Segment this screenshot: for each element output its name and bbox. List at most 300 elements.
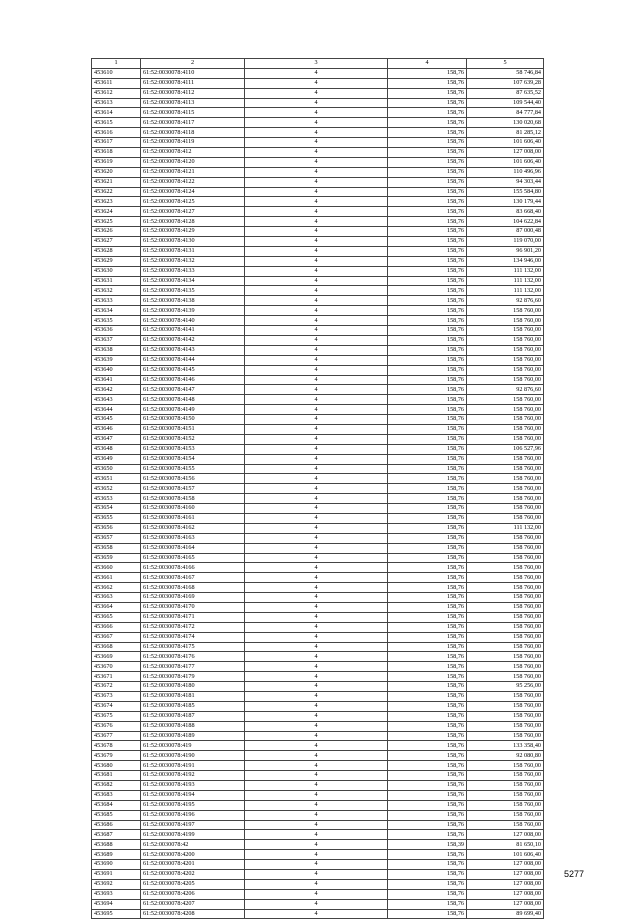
row-number-cell: 453620	[92, 167, 141, 177]
row-number-cell: 453646	[92, 424, 141, 434]
value-cell: 127 008,00	[467, 830, 544, 840]
row-number-cell: 453638	[92, 345, 141, 355]
row-number-cell: 453653	[92, 494, 141, 504]
row-number-cell: 453687	[92, 830, 141, 840]
cadastral-number-cell: 61:52:0030078:4190	[141, 751, 245, 761]
table-row	[92, 602, 544, 612]
area-cell: 158,76	[388, 424, 467, 434]
area-cell: 158,76	[388, 573, 467, 583]
row-number-cell: 453621	[92, 177, 141, 187]
cadastral-number-cell: 61:52:0030078:4195	[141, 800, 245, 810]
cadastral-number-cell: 61:52:0030078:4143	[141, 345, 245, 355]
area-cell: 158,76	[388, 533, 467, 543]
table-row	[92, 899, 544, 909]
count-cell: 4	[245, 306, 388, 316]
value-cell: 158 760,00	[467, 474, 544, 484]
count-cell: 4	[245, 771, 388, 781]
table-row	[92, 484, 544, 494]
count-cell: 4	[245, 355, 388, 365]
row-number-cell: 453636	[92, 326, 141, 336]
count-cell: 4	[245, 602, 388, 612]
cadastral-number-cell: 61:52:0030078:4150	[141, 415, 245, 425]
table-row	[92, 810, 544, 820]
table-row	[92, 533, 544, 543]
table-row	[92, 88, 544, 98]
area-cell: 158,76	[388, 246, 467, 256]
value-cell: 158 760,00	[467, 365, 544, 375]
column-header-4: 4	[388, 59, 467, 69]
value-cell: 158 760,00	[467, 800, 544, 810]
row-number-cell: 453686	[92, 820, 141, 830]
table-row	[92, 316, 544, 326]
table-row	[92, 771, 544, 781]
count-cell: 4	[245, 573, 388, 583]
table-row	[92, 434, 544, 444]
cadastral-number-cell: 61:52:0030078:4158	[141, 494, 245, 504]
table-row	[92, 98, 544, 108]
row-number-cell: 453633	[92, 296, 141, 306]
value-cell: 101 606,40	[467, 157, 544, 167]
count-cell: 4	[245, 761, 388, 771]
count-cell: 4	[245, 741, 388, 751]
cadastral-number-cell: 61:52:0030078:4175	[141, 642, 245, 652]
count-cell: 4	[245, 237, 388, 247]
value-cell: 158 760,00	[467, 563, 544, 573]
table-row	[92, 840, 544, 850]
count-cell: 4	[245, 286, 388, 296]
count-cell: 4	[245, 78, 388, 88]
table-row	[92, 345, 544, 355]
area-cell: 158,76	[388, 513, 467, 523]
table-row	[92, 870, 544, 880]
count-cell: 4	[245, 701, 388, 711]
table-row	[92, 365, 544, 375]
table-row	[92, 444, 544, 454]
count-cell: 4	[245, 148, 388, 158]
area-cell: 158,76	[388, 128, 467, 138]
row-number-cell: 453675	[92, 711, 141, 721]
value-cell: 158 760,00	[467, 464, 544, 474]
value-cell: 158 760,00	[467, 405, 544, 415]
row-number-cell: 453668	[92, 642, 141, 652]
table-row	[92, 454, 544, 464]
header-row	[92, 59, 544, 69]
row-number-cell: 453691	[92, 870, 141, 880]
row-number-cell: 453663	[92, 593, 141, 603]
area-cell: 158,76	[388, 138, 467, 148]
table-row	[92, 464, 544, 474]
value-cell: 158 760,00	[467, 711, 544, 721]
value-cell: 106 527,96	[467, 444, 544, 454]
row-number-cell: 453671	[92, 672, 141, 682]
cadastral-number-cell: 61:52:0030078:4193	[141, 781, 245, 791]
count-cell: 4	[245, 138, 388, 148]
count-cell: 4	[245, 583, 388, 593]
cadastral-number-cell: 61:52:0030078:4172	[141, 622, 245, 632]
value-cell: 81 650,10	[467, 840, 544, 850]
cadastral-number-cell: 61:52:0030078:4160	[141, 504, 245, 514]
count-cell: 4	[245, 504, 388, 514]
area-cell: 158,76	[388, 256, 467, 266]
row-number-cell: 453614	[92, 108, 141, 118]
value-cell: 101 606,40	[467, 138, 544, 148]
value-cell: 104 622,84	[467, 217, 544, 227]
area-cell: 158,76	[388, 237, 467, 247]
area-cell: 158,76	[388, 405, 467, 415]
area-cell: 158,76	[388, 879, 467, 889]
value-cell: 158 760,00	[467, 652, 544, 662]
cadastral-number-cell: 61:52:0030078:419	[141, 741, 245, 751]
cadastral-number-cell: 61:52:0030078:4133	[141, 266, 245, 276]
value-cell: 158 760,00	[467, 345, 544, 355]
area-cell: 158,76	[388, 870, 467, 880]
table-row	[92, 148, 544, 158]
count-cell: 4	[245, 484, 388, 494]
row-number-cell: 453635	[92, 316, 141, 326]
cadastral-number-cell: 61:52:0030078:4110	[141, 68, 245, 78]
cadastral-number-cell: 61:52:0030078:4179	[141, 672, 245, 682]
area-cell: 158,76	[388, 672, 467, 682]
table-row	[92, 207, 544, 217]
table-row	[92, 504, 544, 514]
count-cell: 4	[245, 256, 388, 266]
table-row	[92, 217, 544, 227]
table-row	[92, 543, 544, 553]
cadastral-number-cell: 61:52:0030078:4139	[141, 306, 245, 316]
row-number-cell: 453644	[92, 405, 141, 415]
count-cell: 4	[245, 593, 388, 603]
count-cell: 4	[245, 652, 388, 662]
row-number-cell: 453627	[92, 237, 141, 247]
area-cell: 158,76	[388, 395, 467, 405]
cadastral-number-cell: 61:52:0030078:4192	[141, 771, 245, 781]
row-number-cell: 453613	[92, 98, 141, 108]
value-cell: 158 760,00	[467, 553, 544, 563]
cadastral-number-cell: 61:52:0030078:4128	[141, 217, 245, 227]
row-number-cell: 453670	[92, 662, 141, 672]
table-row	[92, 761, 544, 771]
table-row	[92, 781, 544, 791]
table-row	[92, 138, 544, 148]
area-cell: 158,76	[388, 662, 467, 672]
row-number-cell: 453660	[92, 563, 141, 573]
cadastral-number-cell: 61:52:0030078:4161	[141, 513, 245, 523]
value-cell: 130 020,68	[467, 118, 544, 128]
value-cell: 127 008,00	[467, 879, 544, 889]
value-cell: 111 132,00	[467, 523, 544, 533]
table-row	[92, 326, 544, 336]
area-cell: 158,76	[388, 286, 467, 296]
value-cell: 127 008,00	[467, 860, 544, 870]
count-cell: 4	[245, 177, 388, 187]
cadastral-number-cell: 61:52:0030078:4142	[141, 335, 245, 345]
table-row	[92, 296, 544, 306]
count-cell: 4	[245, 365, 388, 375]
cadastral-number-cell: 61:52:0030078:412	[141, 148, 245, 158]
table-row	[92, 197, 544, 207]
area-cell: 158,76	[388, 345, 467, 355]
table-row	[92, 682, 544, 692]
count-cell: 4	[245, 672, 388, 682]
value-cell: 158 760,00	[467, 335, 544, 345]
value-cell: 158 760,00	[467, 326, 544, 336]
row-number-cell: 453669	[92, 652, 141, 662]
row-number-cell: 453673	[92, 692, 141, 702]
cadastral-number-cell: 61:52:0030078:4176	[141, 652, 245, 662]
count-cell: 4	[245, 217, 388, 227]
row-number-cell: 453649	[92, 454, 141, 464]
value-cell: 94 303,44	[467, 177, 544, 187]
count-cell: 4	[245, 751, 388, 761]
area-cell: 158,76	[388, 454, 467, 464]
cadastral-number-cell: 61:52:0030078:42	[141, 840, 245, 850]
value-cell: 158 760,00	[467, 761, 544, 771]
table-row	[92, 652, 544, 662]
column-header-1: 1	[92, 59, 141, 69]
count-cell: 4	[245, 207, 388, 217]
cadastral-number-cell: 61:52:0030078:4117	[141, 118, 245, 128]
area-cell: 158,76	[388, 375, 467, 385]
cadastral-number-cell: 61:52:0030078:4122	[141, 177, 245, 187]
row-number-cell: 453611	[92, 78, 141, 88]
table-row	[92, 474, 544, 484]
value-cell: 101 606,40	[467, 850, 544, 860]
row-number-cell: 453626	[92, 227, 141, 237]
value-cell: 158 760,00	[467, 543, 544, 553]
cadastral-number-cell: 61:52:0030078:4134	[141, 276, 245, 286]
value-cell: 107 639,28	[467, 78, 544, 88]
count-cell: 4	[245, 523, 388, 533]
table-row	[92, 415, 544, 425]
area-cell: 158,76	[388, 434, 467, 444]
table-row	[92, 790, 544, 800]
row-number-cell: 453632	[92, 286, 141, 296]
value-cell: 81 285,12	[467, 128, 544, 138]
row-number-cell: 453658	[92, 543, 141, 553]
row-number-cell: 453610	[92, 68, 141, 78]
cadastral-number-cell: 61:52:0030078:4185	[141, 701, 245, 711]
value-cell: 158 760,00	[467, 820, 544, 830]
row-number-cell: 453628	[92, 246, 141, 256]
cadastral-number-cell: 61:52:0030078:4157	[141, 484, 245, 494]
value-cell: 158 760,00	[467, 790, 544, 800]
area-cell: 158,39	[388, 840, 467, 850]
count-cell: 4	[245, 840, 388, 850]
area-cell: 158,76	[388, 494, 467, 504]
count-cell: 4	[245, 296, 388, 306]
cadastral-number-cell: 61:52:0030078:4121	[141, 167, 245, 177]
count-cell: 4	[245, 642, 388, 652]
area-cell: 158,76	[388, 583, 467, 593]
value-cell: 158 760,00	[467, 593, 544, 603]
table-row	[92, 632, 544, 642]
table-header	[92, 59, 544, 69]
area-cell: 158,76	[388, 326, 467, 336]
value-cell: 127 008,00	[467, 899, 544, 909]
table-row	[92, 909, 544, 919]
table-row	[92, 276, 544, 286]
value-cell: 84 777,84	[467, 108, 544, 118]
table-row	[92, 593, 544, 603]
row-number-cell: 453656	[92, 523, 141, 533]
cadastral-number-cell: 61:52:0030078:4165	[141, 553, 245, 563]
area-cell: 158,76	[388, 523, 467, 533]
row-number-cell: 453680	[92, 761, 141, 771]
cadastral-number-cell: 61:52:0030078:4151	[141, 424, 245, 434]
value-cell: 158 760,00	[467, 721, 544, 731]
cadastral-number-cell: 61:52:0030078:4162	[141, 523, 245, 533]
table-row	[92, 494, 544, 504]
value-cell: 158 760,00	[467, 731, 544, 741]
cadastral-number-cell: 61:52:0030078:4135	[141, 286, 245, 296]
cadastral-number-cell: 61:52:0030078:4196	[141, 810, 245, 820]
count-cell: 4	[245, 464, 388, 474]
area-cell: 158,76	[388, 800, 467, 810]
count-cell: 4	[245, 553, 388, 563]
table-row	[92, 711, 544, 721]
value-cell: 95 256,00	[467, 682, 544, 692]
value-cell: 158 760,00	[467, 642, 544, 652]
table-row	[92, 879, 544, 889]
value-cell: 155 584,80	[467, 187, 544, 197]
cadastral-number-cell: 61:52:0030078:4163	[141, 533, 245, 543]
row-number-cell: 453619	[92, 157, 141, 167]
value-cell: 158 760,00	[467, 454, 544, 464]
table-row	[92, 256, 544, 266]
cadastral-number-cell: 61:52:0030078:4112	[141, 88, 245, 98]
area-cell: 158,76	[388, 593, 467, 603]
row-number-cell: 453654	[92, 504, 141, 514]
area-cell: 158,76	[388, 68, 467, 78]
table-row	[92, 553, 544, 563]
count-cell: 4	[245, 860, 388, 870]
row-number-cell: 453681	[92, 771, 141, 781]
value-cell: 158 760,00	[467, 672, 544, 682]
column-header-5: 5	[467, 59, 544, 69]
row-number-cell: 453655	[92, 513, 141, 523]
cadastral-number-cell: 61:52:0030078:4129	[141, 227, 245, 237]
value-cell: 158 760,00	[467, 494, 544, 504]
value-cell: 92 876,60	[467, 385, 544, 395]
value-cell: 158 760,00	[467, 781, 544, 791]
count-cell: 4	[245, 800, 388, 810]
area-cell: 158,76	[388, 444, 467, 454]
area-cell: 158,76	[388, 118, 467, 128]
table-row	[92, 721, 544, 731]
row-number-cell: 453662	[92, 583, 141, 593]
count-cell: 4	[245, 879, 388, 889]
area-cell: 158,76	[388, 276, 467, 286]
row-number-cell: 453645	[92, 415, 141, 425]
value-cell: 158 760,00	[467, 771, 544, 781]
cadastral-number-cell: 61:52:0030078:4181	[141, 692, 245, 702]
table-row	[92, 741, 544, 751]
value-cell: 83 668,40	[467, 207, 544, 217]
value-cell: 109 544,40	[467, 98, 544, 108]
table-row	[92, 751, 544, 761]
area-cell: 158,76	[388, 781, 467, 791]
cadastral-number-cell: 61:52:0030078:4115	[141, 108, 245, 118]
table-row	[92, 335, 544, 345]
cadastral-number-cell: 61:52:0030078:4171	[141, 612, 245, 622]
area-cell: 158,76	[388, 771, 467, 781]
table-row	[92, 266, 544, 276]
cadastral-number-cell: 61:52:0030078:4118	[141, 128, 245, 138]
cadastral-number-cell: 61:52:0030078:4205	[141, 879, 245, 889]
value-cell: 127 008,00	[467, 870, 544, 880]
area-cell: 158,76	[388, 830, 467, 840]
row-number-cell: 453625	[92, 217, 141, 227]
cadastral-number-cell: 61:52:0030078:4132	[141, 256, 245, 266]
value-cell: 92 080,80	[467, 751, 544, 761]
row-number-cell: 453631	[92, 276, 141, 286]
cadastral-number-cell: 61:52:0030078:4113	[141, 98, 245, 108]
area-cell: 158,76	[388, 415, 467, 425]
count-cell: 4	[245, 870, 388, 880]
cadastral-number-cell: 61:52:0030078:4146	[141, 375, 245, 385]
cadastral-number-cell: 61:52:0030078:4145	[141, 365, 245, 375]
area-cell: 158,76	[388, 642, 467, 652]
row-number-cell: 453650	[92, 464, 141, 474]
table-row	[92, 118, 544, 128]
count-cell: 4	[245, 424, 388, 434]
value-cell: 134 946,00	[467, 256, 544, 266]
count-cell: 4	[245, 68, 388, 78]
row-number-cell: 453690	[92, 860, 141, 870]
row-number-cell: 453679	[92, 751, 141, 761]
area-cell: 158,76	[388, 157, 467, 167]
count-cell: 4	[245, 415, 388, 425]
count-cell: 4	[245, 781, 388, 791]
area-cell: 158,76	[388, 682, 467, 692]
cadastral-number-cell: 61:52:0030078:4200	[141, 850, 245, 860]
count-cell: 4	[245, 434, 388, 444]
value-cell: 111 132,00	[467, 276, 544, 286]
row-number-cell: 453664	[92, 602, 141, 612]
area-cell: 158,76	[388, 543, 467, 553]
table-row	[92, 731, 544, 741]
area-cell: 158,76	[388, 820, 467, 830]
count-cell: 4	[245, 405, 388, 415]
cadastral-number-cell: 61:52:0030078:4144	[141, 355, 245, 365]
cadastral-number-cell: 61:52:0030078:4208	[141, 909, 245, 919]
cadastral-number-cell: 61:52:0030078:4148	[141, 395, 245, 405]
row-number-cell: 453623	[92, 197, 141, 207]
count-cell: 4	[245, 474, 388, 484]
count-cell: 4	[245, 622, 388, 632]
row-number-cell: 453615	[92, 118, 141, 128]
table-row	[92, 573, 544, 583]
table-row	[92, 672, 544, 682]
table-row	[92, 375, 544, 385]
count-cell: 4	[245, 345, 388, 355]
cadastral-number-cell: 61:52:0030078:4111	[141, 78, 245, 88]
area-cell: 158,76	[388, 167, 467, 177]
value-cell: 110 496,96	[467, 167, 544, 177]
table-row	[92, 523, 544, 533]
row-number-cell: 453683	[92, 790, 141, 800]
count-cell: 4	[245, 326, 388, 336]
area-cell: 158,76	[388, 751, 467, 761]
row-number-cell: 453688	[92, 840, 141, 850]
value-cell: 133 358,40	[467, 741, 544, 751]
count-cell: 4	[245, 612, 388, 622]
value-cell: 119 070,00	[467, 237, 544, 247]
area-cell: 158,76	[388, 464, 467, 474]
cadastral-number-cell: 61:52:0030078:4154	[141, 454, 245, 464]
count-cell: 4	[245, 563, 388, 573]
table-row	[92, 108, 544, 118]
